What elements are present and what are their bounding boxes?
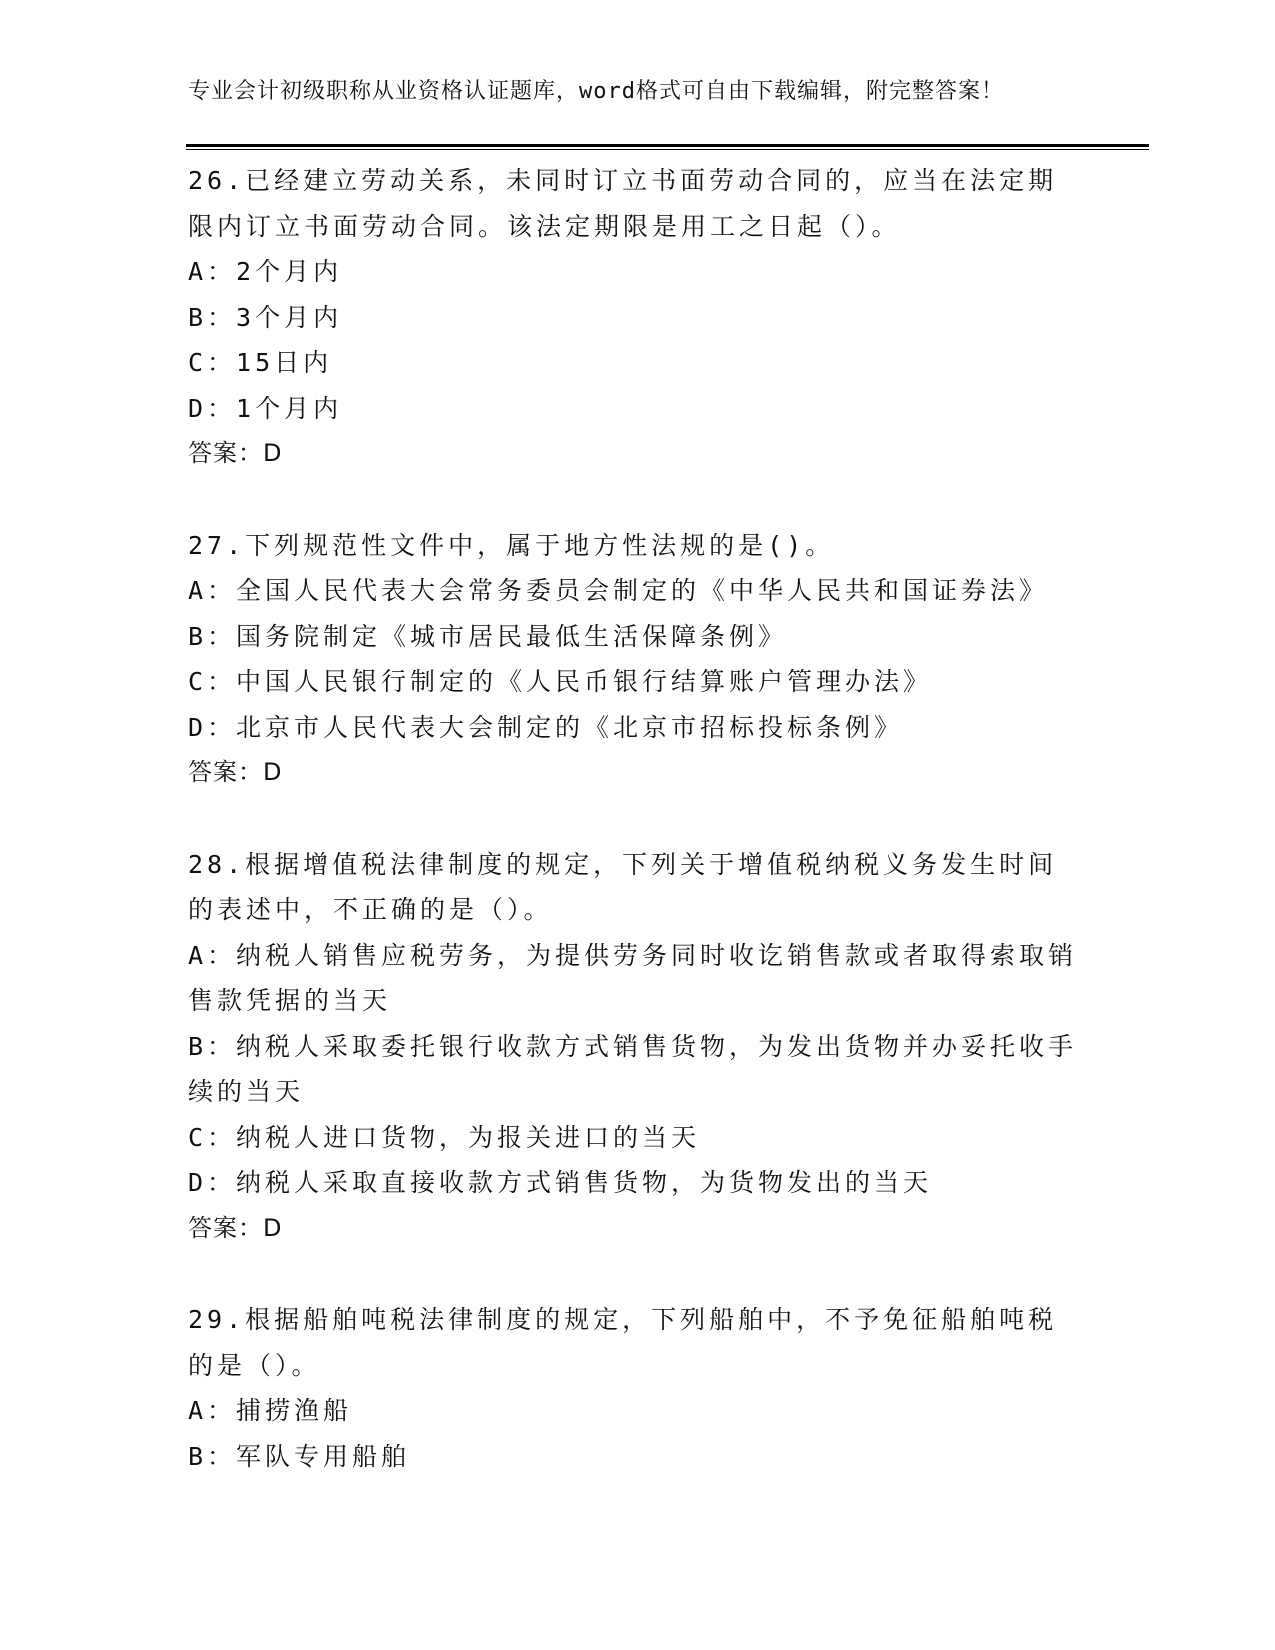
option-d: D：纳税人采取直接收款方式销售货物，为货物发出的当天 [188, 1168, 933, 1197]
option-b: B：3个月内 [188, 302, 343, 332]
answer: 答案：D [188, 758, 283, 786]
option-a: A：纳税人销售应税劳务，为提供劳务同时收讫销售款或者取得索取销售款凭据的当天 [188, 940, 1078, 1015]
option-c: C：15日内 [188, 348, 333, 377]
page-header: 专业会计初级职称从业资格认证题库，word格式可自由下载编辑，附完整答案！ [188, 79, 1004, 104]
question-27 [188, 523, 1078, 796]
option-b: B：国务院制定《城市居民最低生活保障条例》 [188, 621, 788, 651]
option-c: C：纳税人进口货物，为报关进口的当天 [188, 1122, 701, 1152]
question-list [188, 158, 1078, 1525]
option-b: B：军队专用船舶 [188, 1441, 411, 1471]
question-stem: 27.下列规范性文件中，属于地方性法规的是()。 [188, 530, 835, 560]
header-rule-thin [186, 149, 1149, 150]
option-a: A：捕捞渔船 [188, 1396, 353, 1425]
header-rule-thick [186, 144, 1149, 147]
option-d: D：北京市人民代表大会制定的《北京市招标投标条例》 [188, 712, 904, 742]
answer: 答案：D [188, 439, 283, 467]
question-stem: 26.已经建立劳动关系，未同时订立书面劳动合同的，应当在法定期限内订立书面劳动合同。该法定期限是用工之日起（）。 [188, 166, 1058, 241]
answer: 答案：D [188, 1213, 283, 1242]
question-28 [188, 842, 1078, 1252]
question-26 [188, 158, 1078, 477]
option-a: A：全国人民代表大会常务委员会制定的《中华人民共和国证券法》 [188, 576, 1049, 605]
option-d: D：1个月内 [188, 393, 343, 423]
question-stem: 29.根据船舶吨税法律制度的规定，下列船舶中，不予免征船舶吨税的是（）。 [188, 1305, 1058, 1380]
option-b: B：纳税人采取委托银行收款方式销售货物，为发出货物并办妥托收手续的当天 [188, 1031, 1078, 1106]
option-a: A：2个月内 [188, 257, 343, 286]
option-c: C：中国人民银行制定的《人民币银行结算账户管理办法》 [188, 667, 933, 696]
question-stem: 28.根据增值税法律制度的规定，下列关于增值税纳税义务发生时间的表述中，不正确的是（）。 [188, 849, 1058, 924]
question-29 [188, 1297, 1078, 1479]
